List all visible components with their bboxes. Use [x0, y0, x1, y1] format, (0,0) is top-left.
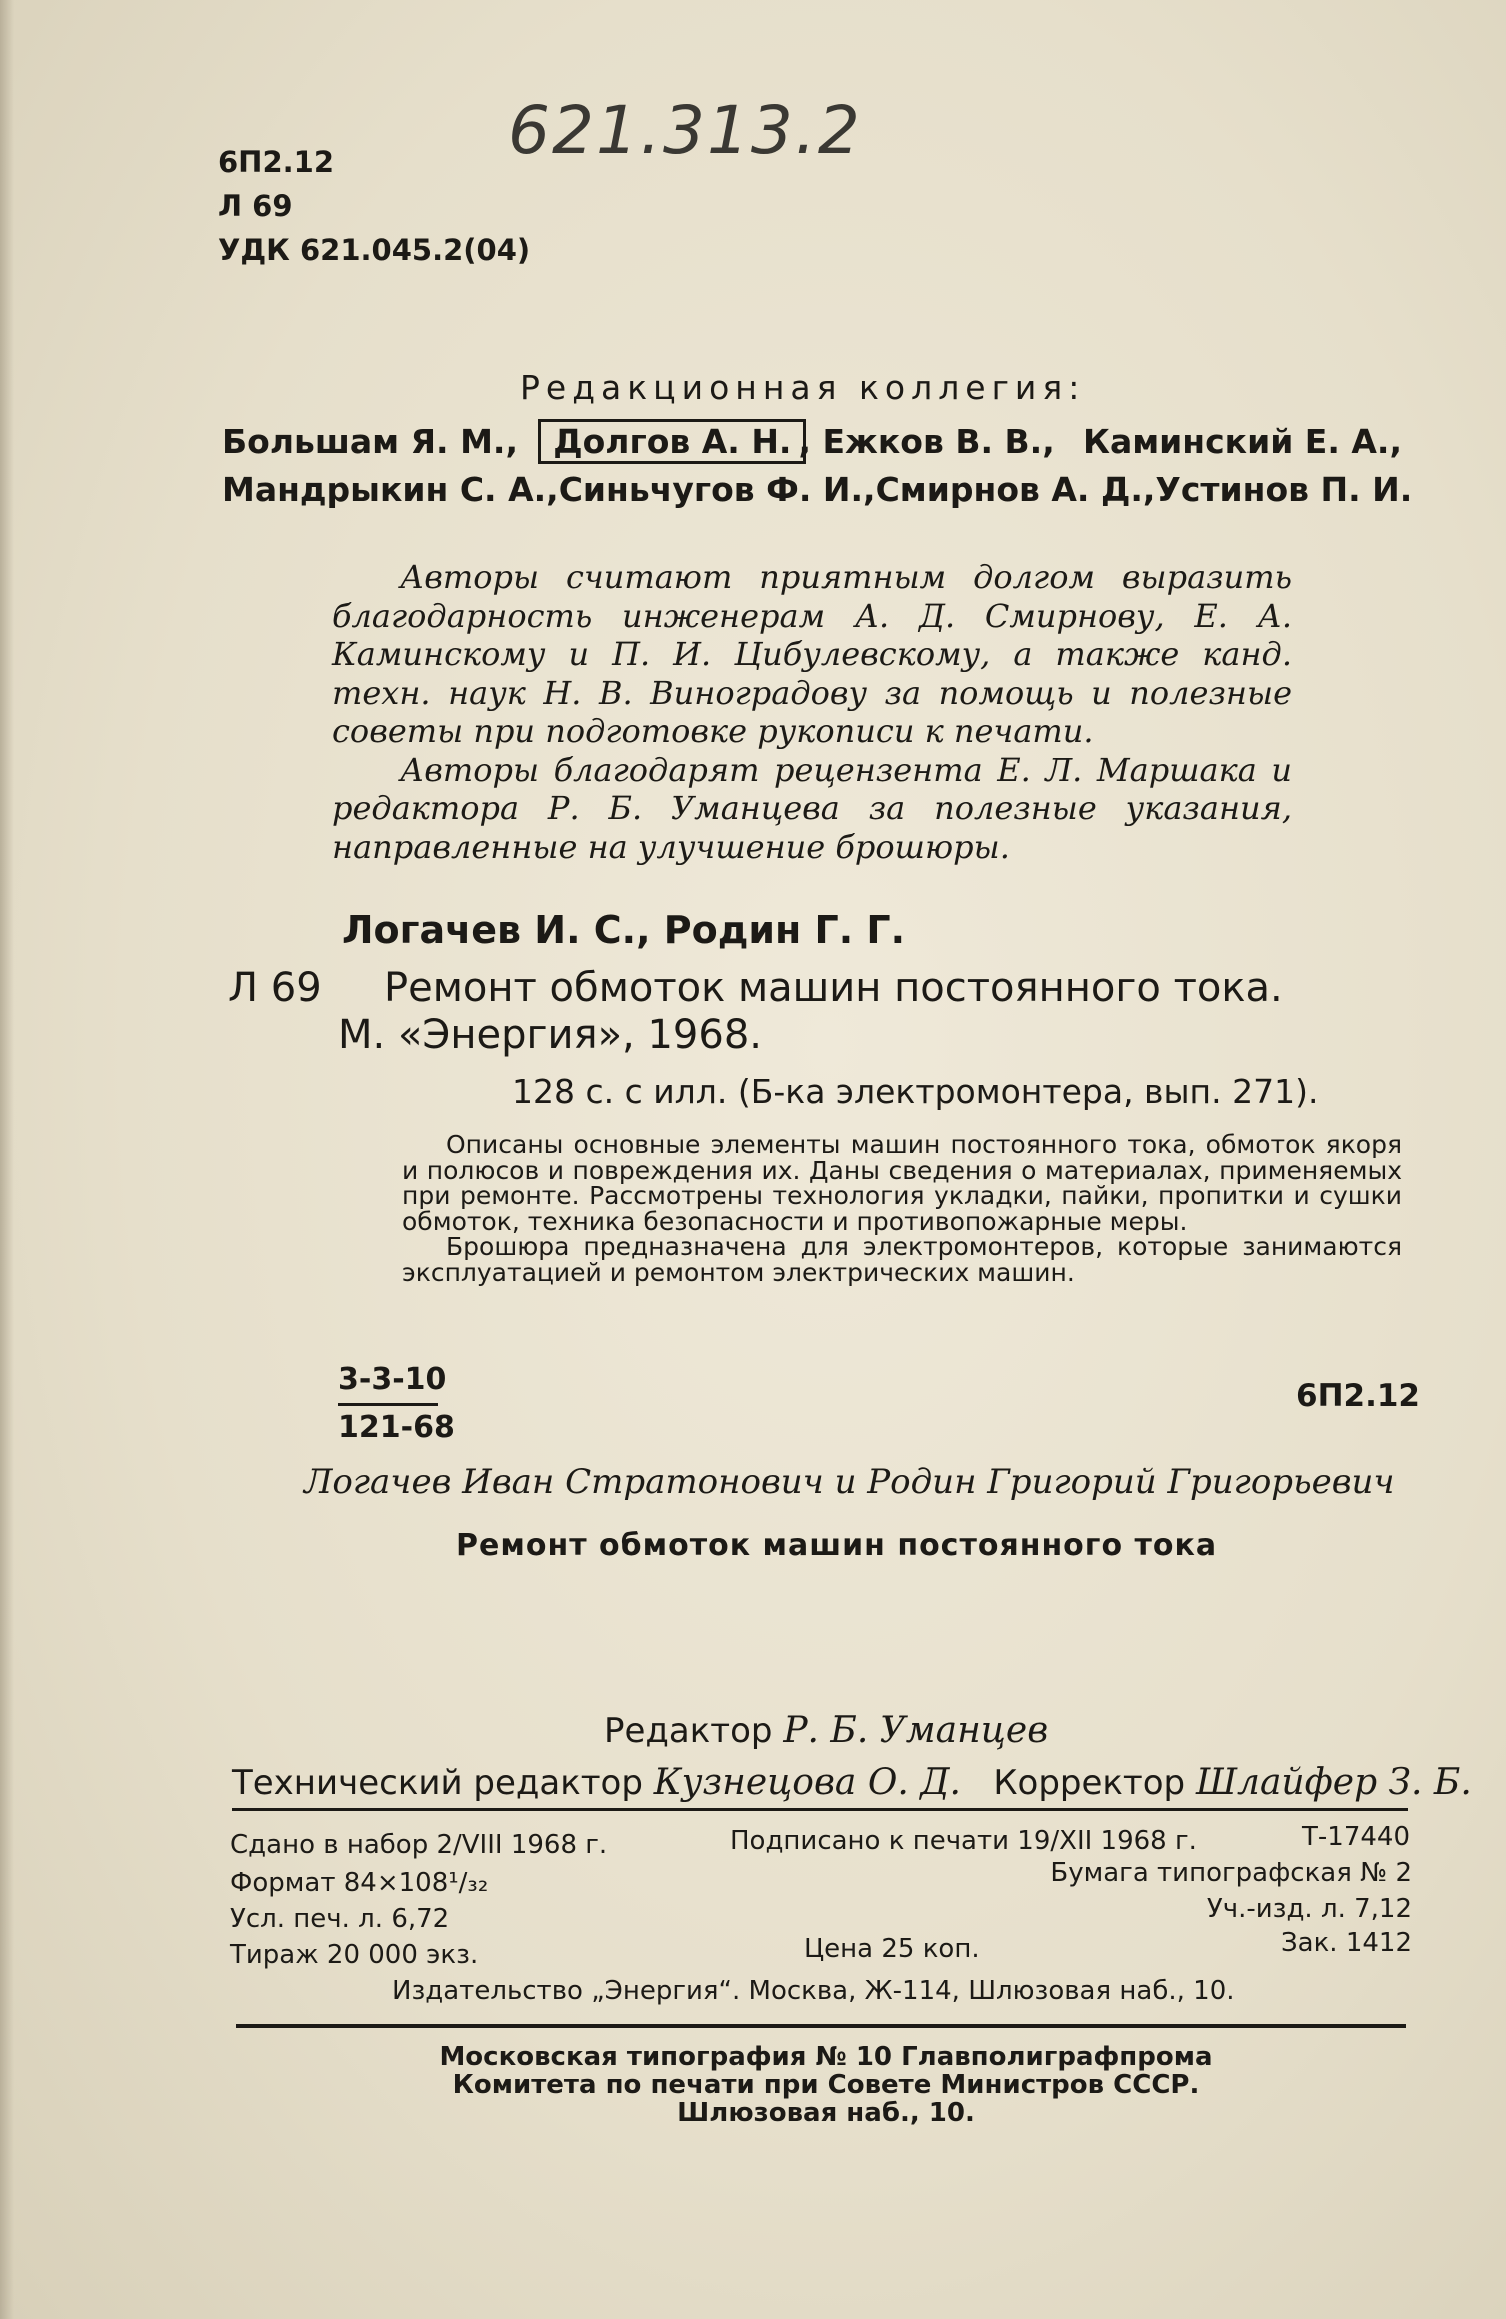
classification-codes — [218, 140, 530, 272]
bbk-code: 6П2.12 — [218, 145, 334, 179]
imprint-order: Зак. 1412 — [1280, 1928, 1412, 1958]
board-member: Смирнов А. Д., — [875, 470, 1156, 509]
catalog-publisher: М. «Энергия», 1968. — [338, 1012, 762, 1058]
editor-label: Редактор — [604, 1711, 773, 1751]
book-short-title: Ремонт обмоток машин постоянного тока — [456, 1528, 1218, 1563]
imprint-publisher-sheets: Уч.-изд. л. 7,12 — [1206, 1894, 1412, 1924]
editor-credit — [604, 1710, 1048, 1751]
tech-credits — [232, 1762, 1472, 1803]
abstract-paragraph: Описаны основные элементы машин постоянного тока, обмоток якоря и полюсов и повреждения их. Даны сведения о материалах, применяемых при ремонте. Рассмотрены технология укладки, пайки, пропитки и сушки обмоток, техника безопасности и противопожарные меры. — [402, 1130, 1402, 1236]
authors-full-names: Логачев Иван Стратонович и Родин Григорий Григорьевич — [304, 1462, 1395, 1502]
printing-house-line: Комитета по печати при Совете Министров СССР. — [452, 2070, 1200, 2100]
abstract-paragraph: Брошюра предназначена для электромонтеров, которые занимаются эксплуатацией и ремонтом электрических машин. — [402, 1232, 1402, 1287]
page-edge-shadow — [0, 0, 14, 2319]
imprint-divider — [236, 2024, 1406, 2028]
board-line-1 — [222, 418, 1402, 466]
catalog-abstract — [402, 1132, 1402, 1285]
board-member: Большам Я. М., — [222, 422, 518, 461]
tech-editor-name: Кузнецова О. Д. — [653, 1762, 961, 1803]
corrector-label: Корректор — [993, 1763, 1186, 1803]
acknowledgements — [332, 558, 1292, 866]
acknowledgement-paragraph: Авторы считают приятным долгом выразить благодарность инженерам А. Д. Смирнову, Е. А. Каминскому и П. И. Цибулевскому, а также канд. техн. наук Н. В. Виноградову за помощь и полезные советы при подготовке рукописи к печати. — [332, 558, 1292, 750]
editorial-board-title: Редакционная коллегия: — [520, 368, 1086, 407]
board-line-2 — [222, 466, 1413, 514]
imprint-price: Цена 25 коп. — [804, 1934, 980, 1964]
editor-name: Р. Б. Уманцев — [783, 1710, 1049, 1751]
catalog-pages: 128 с. с илл. (Б-ка электромонтера, вып. 271). — [512, 1072, 1319, 1111]
acknowledgement-paragraph: Авторы благодарят рецензента Е. Л. Маршака и редактора Р. Б. Уманцева за полезные указания, направленные на улучшение брошюры. — [332, 750, 1292, 866]
catalog-code: Л 69 — [228, 965, 322, 1011]
fraction-numerator: 3-3-10 — [338, 1362, 438, 1406]
imprint-signed-to-print: Подписано к печати 19/XII 1968 г. — [730, 1826, 1197, 1856]
imprint-format: Формат 84×108¹/₃₂ — [230, 1868, 489, 1898]
imprint-publisher-address: Издательство „Энергия“. Москва, Ж-114, Шлюзовая наб., 10. — [392, 1976, 1235, 2006]
imprint-paper: Бумага типографская № 2 — [1050, 1858, 1412, 1888]
author-mark: Л 69 — [218, 189, 293, 223]
printing-house-line: Шлюзовая наб., 10. — [677, 2098, 975, 2128]
tech-editor-label: Технический редактор — [232, 1763, 643, 1803]
board-member: , Ежков В. В., — [798, 422, 1055, 461]
board-member: Синьчугов Ф. И., — [558, 470, 876, 509]
fraction-denominator: 121-68 — [338, 1410, 455, 1445]
catalog-title: Ремонт обмоток машин постоянного тока. — [384, 965, 1283, 1011]
handwritten-classification-code: 621.313.2 — [508, 92, 862, 169]
catalog-fraction — [338, 1362, 455, 1445]
corrector-name: Шлайфер З. Б. — [1195, 1762, 1472, 1803]
printing-house-line: Московская типография № 10 Главполиграфпрома — [439, 2042, 1213, 2072]
board-member-boxed: Долгов А. Н. — [538, 419, 806, 464]
credits-divider — [232, 1808, 1408, 1811]
imprint-print-run: Тираж 20 000 экз. — [230, 1940, 479, 1970]
udk-code: УДК 621.045.2(04) — [218, 233, 531, 267]
editorial-board-members — [222, 418, 1413, 514]
board-member: Устинов П. И. — [1155, 470, 1413, 509]
board-member: Каминский Е. А., — [1082, 422, 1402, 461]
imprint-t-number: Т-17440 — [1302, 1822, 1410, 1852]
board-member: Мандрыкин С. А., — [222, 470, 559, 509]
imprint-print-sheets: Усл. печ. л. 6,72 — [230, 1904, 450, 1934]
catalog-authors: Логачев И. С., Родин Г. Г. — [342, 908, 906, 952]
catalog-bbk: 6П2.12 — [1296, 1378, 1420, 1414]
imprint-sent-to-typeset: Сдано в набор 2/VIII 1968 г. — [230, 1830, 608, 1860]
